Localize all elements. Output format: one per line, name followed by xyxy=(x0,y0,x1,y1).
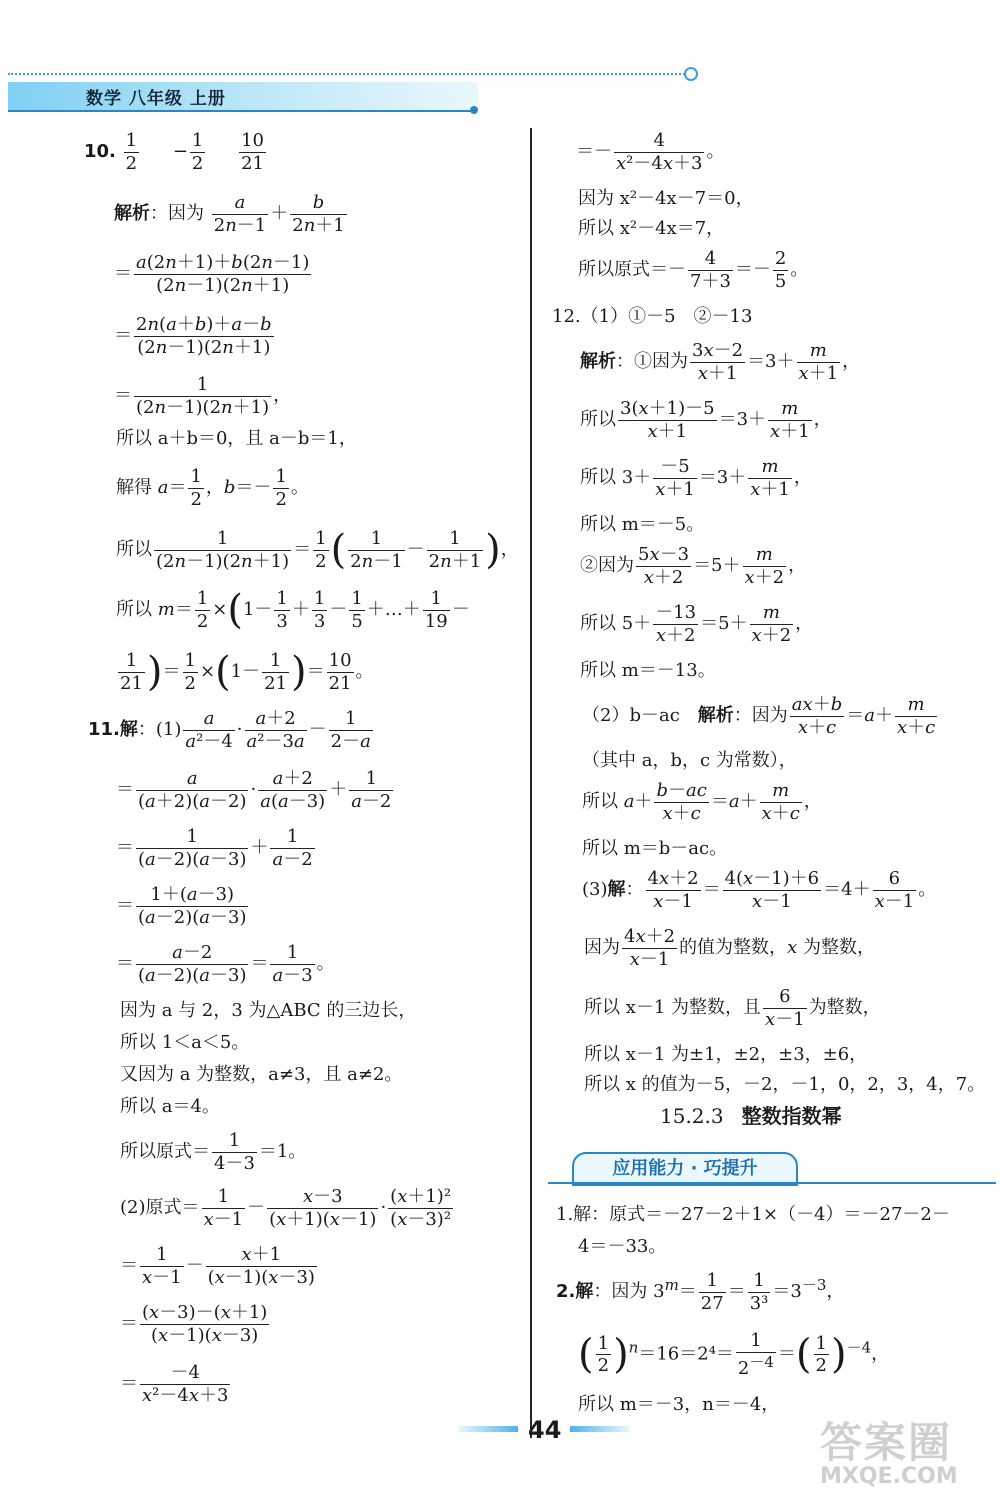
q11-integer: 又因为 a 为整数，a≠3，且 a≠2。 xyxy=(120,1064,403,1085)
q12-step-3: 所以 3＋ $\frac{-5}{x+1}$ ＝3＋ $\frac{m}{x+1}$ ， xyxy=(580,456,812,500)
fraction: $\frac{10}{21}$ xyxy=(241,130,264,174)
q10-split: 所以 $\frac{1}{(2n-1)(2n+1)}$ ＝ $\frac{1}{2}$ ( $\frac{1}{2n-1}$ － $\frac{1}{2n+1}$ )， xyxy=(116,527,519,574)
q11-part2-step-2: ＝ $\frac{1}{x-1}$ － $\frac{x+1}{(x-1)(x-3)}$ xyxy=(120,1244,315,1288)
q12-part3-step-2: 因为 $\frac{4x+2}{x-1}$ 的值为整数，x 为整数， xyxy=(584,926,875,970)
watermark-logo: 答案圈 MXQE.COM xyxy=(820,1418,958,1489)
q11-triangle: 因为 a 与 2，3 为△ABC 的三边长， xyxy=(120,1000,417,1021)
q12-x-values: 所以 x 的值为－5，－2，－1，0，2，3，4，7。 xyxy=(584,1074,986,1095)
q2-mn: 所以 m＝－3，n＝－4， xyxy=(578,1394,780,1415)
q12-m13: 所以 m＝－13。 xyxy=(580,660,716,681)
header-dot-icon xyxy=(684,67,698,81)
q11-part2-step-4: ＝ $\frac{-4}{\text{x²－4x＋3}}$ xyxy=(120,1362,229,1406)
q10-step-3: ＝ $\frac{2n(a+b)+a-b}{(2n-1)(2n+1)}$ xyxy=(114,314,272,358)
q10-step-2: ＝ $\frac{a(2n+1)+b(2n-1)}{(2n-1)(2n+1)}$ xyxy=(114,252,310,296)
q11-part1: 11.解：(1) $\frac{a}{\text{a²－4}}$ · $\frac{a+2}{\text{a²－3a}}$ － $\frac{1}{2-a}$ xyxy=(88,708,371,752)
q10-result: $\frac{1}{21}$ )＝ $\frac{1}{2}$ ×(1－ $\frac{1}{21}$ )＝ $\frac{10}{21}$ 。 xyxy=(120,649,374,696)
page-number: 44 xyxy=(528,1416,562,1444)
q10-ab: 所以 a＋b＝0，且 a－b＝1， xyxy=(116,428,357,449)
q12-part2: （2）b－ac 解析：因为 $\frac{ax+b}{x+c}$ ＝a＋ $\frac{m}{x+c}$ xyxy=(582,694,936,738)
fraction: $\frac{1}{2}$ xyxy=(191,130,204,174)
q12-answers: 12.（1）①－5 ②－13 xyxy=(552,306,753,327)
q10-answers: 10. $\frac{1}{2}$ − $\frac{1}{2}$ $\frac{10}{21}$ xyxy=(84,130,264,174)
q1-solution: 1.解：原式＝－27－2＋1×（－4）＝－27－2－ xyxy=(556,1204,950,1225)
q11-result-1: 所以原式＝ $\frac{1}{4-3}$ ＝1。 xyxy=(120,1130,307,1174)
q11-step-2: ＝ $\frac{a}{(a+2)(a-2)}$ · $\frac{a+2}{a(a-3)}$ ＋ $\frac{1}{a-2}$ xyxy=(116,768,392,812)
q11-step-3: ＝ $\frac{1}{(a-2)(a-3)}$ ＋ $\frac{1}{a-2}$ xyxy=(116,826,313,870)
fraction: $\frac{1}{2}$ xyxy=(125,130,138,174)
q10-step-4: ＝ $\frac{1}{(2n-1)(2n+1)}$ ， xyxy=(114,374,292,418)
q12-step-2: 所以 $\frac{3(x+1)-5}{x+1}$ ＝3＋ $\frac{m}{x+1}$ ， xyxy=(580,398,832,442)
q12-solution-2: ②因为 $\frac{5x-3}{x+2}$ ＝5＋ $\frac{m}{x+2}$ ， xyxy=(580,544,807,588)
header-underline xyxy=(8,110,476,112)
q10-number: 10. xyxy=(84,141,116,163)
q11-a-value: 所以 a＝4。 xyxy=(120,1096,220,1117)
q11-step-5: ＝ $\frac{a-2}{(a-2)(a-3)}$ ＝ $\frac{1}{a-3}$ 。 xyxy=(116,942,335,986)
q11-part2-step-5: ＝－ $\frac{4}{\text{x²－4x＋3}}$ 。 xyxy=(576,130,725,174)
column-divider xyxy=(530,128,532,1438)
q11-eq7b: 所以 x²－4x＝7， xyxy=(578,218,725,239)
header-end-dot-icon xyxy=(470,106,478,114)
q2-step-2: ( $\frac{1}{2}$ )$^n$＝16＝2⁴＝ $\frac{1}{2^{-4}}$ ＝( $\frac{1}{2}$ )$^{-4}$， xyxy=(578,1330,890,1379)
header-bar xyxy=(8,82,478,110)
q10-solution-1: 解析：因为 $\frac{a}{2n-1}$ ＋ $\frac{b}{2n+1}$ xyxy=(114,192,345,236)
page-header-title: 数学 八年级 上册 xyxy=(86,89,226,109)
q12-divisors: 所以 x－1 为±1，±2，±3，±6， xyxy=(584,1044,868,1065)
q10-sum: 所以 m＝ $\frac{1}{2}$ ×(1－ $\frac{1}{3}$ ＋ $\frac{1}{3}$ － $\frac{1}{5}$ ＋…＋ $\frac{1}{19}$ － xyxy=(116,587,470,634)
badge-underline xyxy=(548,1182,996,1184)
q12-solution-1: 解析：①因为 $\frac{3x-2}{x+1}$ ＝3＋ $\frac{m}{x+1}$ ， xyxy=(580,340,861,384)
q11-step-4: ＝ $\frac{1+(a-3)}{(a-2)(a-3)}$ xyxy=(116,884,247,928)
q1-result: 4＝－33。 xyxy=(578,1236,667,1257)
q11-result-2: 所以原式＝－ $\frac{4}{7+3}$ ＝－ $\frac{2}{5}$ 。 xyxy=(578,248,809,292)
q11-eq7: 因为 x²－4x－7＝0， xyxy=(578,188,754,209)
q12-step-5: 所以 5＋ $\frac{-13}{x+2}$ ＝5＋ $\frac{m}{x+2}$ ， xyxy=(580,602,814,646)
q12-const: （其中 a，b，c 为常数）， xyxy=(582,750,797,771)
q12-part3: (3)解： $\frac{4x+2}{x-1}$ ＝ $\frac{4(x-1)+6}{x-1}$ ＝4＋ $\frac{6}{x-1}$ 。 xyxy=(582,868,937,912)
q11-part2: (2)原式＝ $\frac{1}{x-1}$ － $\frac{x-3}{(x+1)(x-1)}$ · $\frac{\text{(x＋1)²}}{\text{(x－3)²}}$ xyxy=(120,1186,452,1230)
q2-solution: 2.解：因为 $3^m=$ $\frac{1}{27}$ ＝ $\frac{1}{\text{3³}}$ $=3^{-3}$， xyxy=(556,1270,845,1314)
q11-part2-step-3: ＝ $\frac{(x-3)-(x+1)}{(x-1)(x-3)}$ xyxy=(120,1302,268,1346)
q11-range: 所以 1＜a＜5。 xyxy=(120,1032,250,1053)
q10-solve: 解得 a＝ $\frac{1}{2}$ ，b＝－ $\frac{1}{2}$ 。 xyxy=(116,466,309,510)
header-dotted-line xyxy=(8,73,688,75)
q12-mb: 所以 m＝b－ac。 xyxy=(582,838,728,859)
q12-part2-step: 所以 a＋ $\frac{b-ac}{x+c}$ ＝a＋ $\frac{m}{x+c}$ ， xyxy=(582,780,822,824)
section-badge: 应用能力 · 巧提升 xyxy=(572,1152,798,1186)
q12-part3-step-3: 所以 x－1 为整数，且 $\frac{6}{x-1}$ 为整数， xyxy=(584,986,881,1030)
section-title: 15.2.3 整数指数幂 xyxy=(660,1104,842,1128)
q12-m5: 所以 m＝－5。 xyxy=(580,514,705,535)
